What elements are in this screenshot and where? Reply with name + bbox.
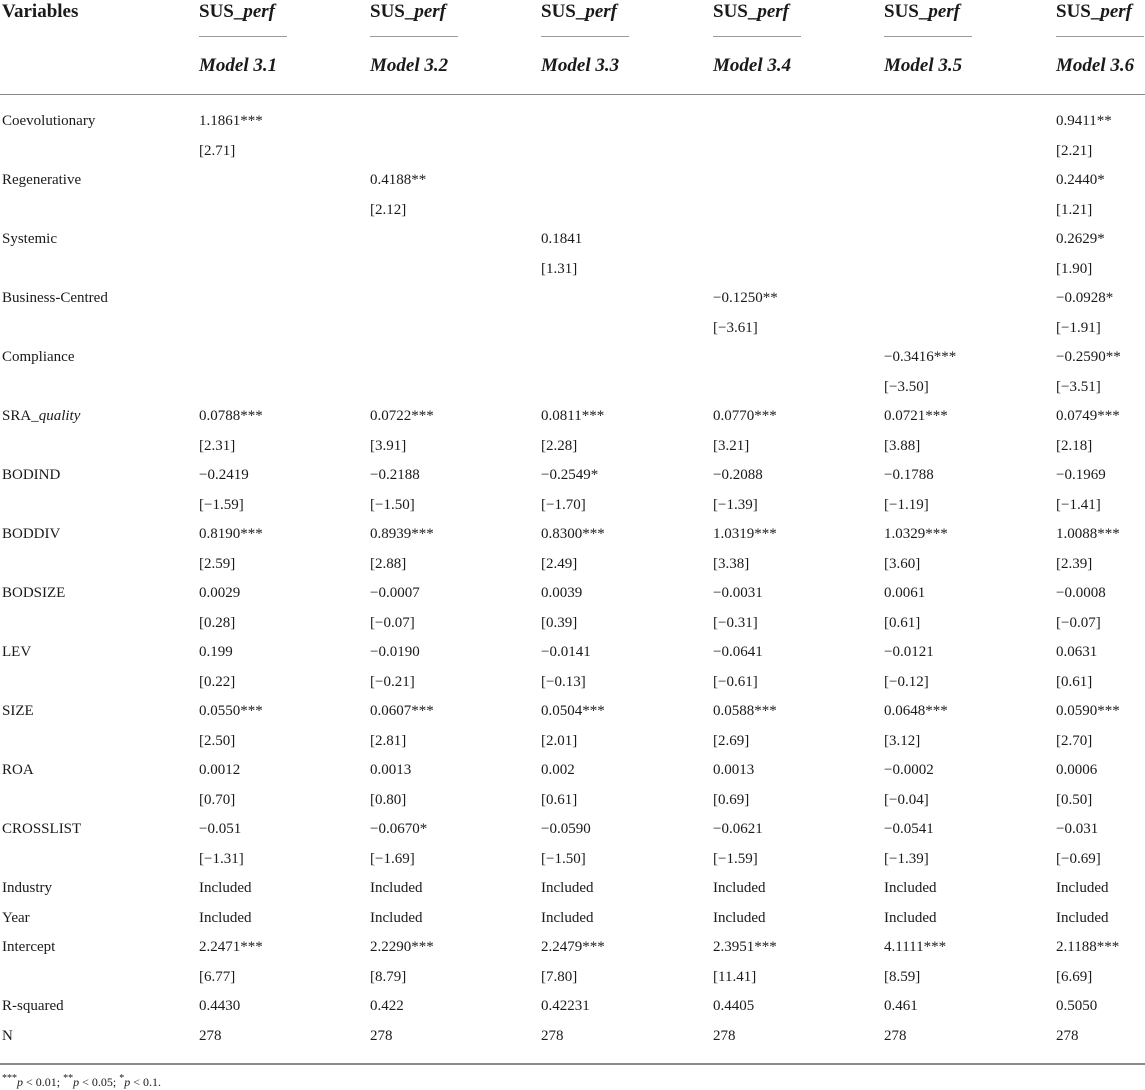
table-cell: 0.0061 bbox=[884, 585, 926, 601]
table-cell: [−1.69] bbox=[370, 850, 415, 867]
table-cell: [−0.04] bbox=[884, 791, 929, 808]
row-label: BODIND bbox=[2, 467, 61, 483]
model-heading-4: Model 3.4 bbox=[713, 55, 792, 76]
table-cell: [−1.59] bbox=[199, 496, 244, 513]
table-row bbox=[0, 461, 1145, 490]
row-label: Coevolutionary bbox=[2, 113, 96, 129]
table-row bbox=[0, 137, 1145, 166]
row-label: SRA_quality bbox=[2, 408, 81, 424]
table-cell: Included bbox=[884, 909, 937, 926]
table-cell: −0.0190 bbox=[370, 644, 420, 660]
table-cell: [11.41] bbox=[713, 968, 757, 985]
table-cell: Included bbox=[199, 909, 252, 926]
dependent-variable-6: SUS_perf bbox=[1056, 1, 1133, 22]
model-heading-1: Model 3.1 bbox=[199, 55, 278, 76]
table-cell: −0.3416*** bbox=[884, 349, 957, 365]
model-heading-2: Model 3.2 bbox=[370, 55, 449, 76]
table-cell: 278 bbox=[713, 1027, 736, 1044]
table-cell: Included bbox=[884, 880, 937, 896]
header-rule bbox=[0, 94, 1145, 95]
table-cell: [−1.19] bbox=[884, 496, 929, 513]
header-dependent-row bbox=[0, 0, 1145, 28]
row-label: Regenerative bbox=[2, 172, 82, 188]
table-cell: [−3.51] bbox=[1056, 378, 1101, 395]
table-cell: 0.0721*** bbox=[884, 408, 948, 424]
table-cell: 0.0749*** bbox=[1056, 408, 1120, 424]
table-row bbox=[0, 1022, 1145, 1051]
table-cell: 0.1841 bbox=[541, 231, 583, 247]
table-cell: −0.2088 bbox=[713, 467, 763, 483]
table-cell: 278 bbox=[1056, 1027, 1079, 1044]
dependent-variable-2: SUS_perf bbox=[370, 1, 447, 22]
table-row bbox=[0, 284, 1145, 313]
row-label: Systemic bbox=[2, 231, 57, 247]
row-label: ROA bbox=[2, 762, 34, 778]
table-cell: 0.0631 bbox=[1056, 644, 1098, 660]
model-heading-3: Model 3.3 bbox=[541, 55, 620, 76]
table-cell: 0.0550*** bbox=[199, 703, 263, 719]
table-cell: 0.8300*** bbox=[541, 526, 605, 542]
table-row bbox=[0, 638, 1145, 667]
dependent-variable-5: SUS_perf bbox=[884, 1, 961, 22]
table-cell: 0.8190*** bbox=[199, 526, 263, 542]
table-cell: −0.1969 bbox=[1056, 467, 1106, 483]
table-cell: 0.002 bbox=[541, 762, 575, 778]
table-cell: 0.0039 bbox=[541, 585, 583, 601]
table-cell: [0.61] bbox=[1056, 673, 1093, 690]
table-cell: [2.49] bbox=[541, 555, 578, 572]
table-cell: [3.12] bbox=[884, 732, 921, 749]
table-row bbox=[0, 874, 1145, 903]
table-cell: 1.0088*** bbox=[1056, 526, 1120, 542]
table-row bbox=[0, 520, 1145, 549]
table-cell: 2.1188*** bbox=[1056, 939, 1120, 955]
table-cell: Included bbox=[199, 880, 252, 896]
table-cell: 4.1111*** bbox=[884, 939, 947, 955]
table-row bbox=[0, 756, 1145, 785]
model-heading-5: Model 3.5 bbox=[884, 55, 963, 76]
table-row bbox=[0, 373, 1145, 402]
table-cell: [0.28] bbox=[199, 614, 236, 631]
table-cell: −0.1250** bbox=[713, 290, 778, 306]
row-label: Compliance bbox=[2, 349, 75, 365]
table-cell: 2.2471*** bbox=[199, 939, 263, 955]
table-cell: [−0.21] bbox=[370, 673, 415, 690]
table-cell: [2.70] bbox=[1056, 732, 1093, 749]
table-cell: −0.0670* bbox=[370, 821, 428, 837]
table-cell: 1.0329*** bbox=[884, 526, 948, 542]
table-cell: 0.4405 bbox=[713, 998, 755, 1014]
table-cell: 1.0319*** bbox=[713, 526, 777, 542]
table-cell: [2.01] bbox=[541, 732, 578, 749]
table-cell: [−1.59] bbox=[713, 850, 758, 867]
table-cell: −0.2549* bbox=[541, 467, 599, 483]
table-cell: [2.21] bbox=[1056, 142, 1093, 159]
header-underline bbox=[541, 36, 629, 37]
table-cell: −0.0928* bbox=[1056, 290, 1114, 306]
table-cell: 0.2440* bbox=[1056, 172, 1105, 188]
table-cell: 0.8939*** bbox=[370, 526, 434, 542]
table-cell: 0.422 bbox=[370, 998, 404, 1014]
table-cell: 0.0811*** bbox=[541, 408, 605, 424]
table-cell: 2.2479*** bbox=[541, 939, 605, 955]
significance-footnote: ***p < 0.01; **p < 0.05; *p < 0.1. bbox=[2, 1073, 161, 1089]
table-row bbox=[0, 550, 1145, 579]
table-cell: [−1.39] bbox=[713, 496, 758, 513]
table-cell: [−1.41] bbox=[1056, 496, 1101, 513]
model-heading-6: Model 3.6 bbox=[1056, 55, 1135, 76]
table-cell: [2.12] bbox=[370, 201, 407, 218]
table-cell: 0.0006 bbox=[1056, 762, 1098, 778]
table-cell: 2.3951*** bbox=[713, 939, 777, 955]
table-cell: [7.80] bbox=[541, 968, 578, 985]
header-underline bbox=[199, 36, 287, 37]
table-cell: [2.18] bbox=[1056, 437, 1093, 454]
table-cell: [−0.69] bbox=[1056, 850, 1101, 867]
table-cell: [2.69] bbox=[713, 732, 750, 749]
table-cell: −0.1788 bbox=[884, 467, 934, 483]
row-label: SIZE bbox=[2, 703, 34, 719]
table-cell: −0.0002 bbox=[884, 762, 934, 778]
dependent-variable-3: SUS_perf bbox=[541, 1, 618, 22]
table-cell: 0.0788*** bbox=[199, 408, 263, 424]
table-cell: [−0.12] bbox=[884, 673, 929, 690]
table-cell: 0.0013 bbox=[713, 762, 755, 778]
table-cell: [1.21] bbox=[1056, 201, 1093, 218]
table-cell: [0.50] bbox=[1056, 791, 1093, 808]
table-cell: [3.60] bbox=[884, 555, 921, 572]
table-cell: [−0.07] bbox=[1056, 614, 1101, 631]
table-cell: [−0.61] bbox=[713, 673, 758, 690]
table-cell: 0.0029 bbox=[199, 585, 241, 601]
table-cell: Included bbox=[713, 909, 766, 926]
table-cell: −0.0121 bbox=[884, 644, 934, 660]
table-cell: [0.80] bbox=[370, 791, 407, 808]
table-row bbox=[0, 314, 1145, 343]
table-cell: [−0.31] bbox=[713, 614, 758, 631]
table-cell: [3.88] bbox=[884, 437, 921, 454]
table-row bbox=[0, 668, 1145, 697]
table-row bbox=[0, 933, 1145, 962]
dependent-variable-4: SUS_perf bbox=[713, 1, 790, 22]
row-label: Intercept bbox=[2, 939, 56, 955]
header-underline bbox=[1056, 36, 1144, 37]
table-cell: [6.69] bbox=[1056, 968, 1093, 985]
table-cell: Included bbox=[370, 880, 423, 896]
table-cell: 0.0722*** bbox=[370, 408, 434, 424]
table-cell: [−1.39] bbox=[884, 850, 929, 867]
table-cell: −0.0141 bbox=[541, 644, 591, 660]
table-cell: [2.39] bbox=[1056, 555, 1093, 572]
table-row bbox=[0, 845, 1145, 874]
table-cell: 0.0607*** bbox=[370, 703, 434, 719]
row-label: R-squared bbox=[2, 998, 64, 1014]
table-cell: [−0.13] bbox=[541, 673, 586, 690]
table-row bbox=[0, 786, 1145, 815]
table-cell: −0.051 bbox=[199, 821, 242, 837]
table-cell: −0.0621 bbox=[713, 821, 763, 837]
table-cell: [−3.61] bbox=[713, 319, 758, 336]
table-row bbox=[0, 107, 1145, 136]
table-cell: Included bbox=[370, 909, 423, 926]
bottom-rule bbox=[0, 1063, 1145, 1065]
table-cell: [2.59] bbox=[199, 555, 236, 572]
table-row bbox=[0, 992, 1145, 1021]
table-cell: [0.22] bbox=[199, 673, 236, 690]
table-cell: [0.70] bbox=[199, 791, 236, 808]
table-cell: [2.31] bbox=[199, 437, 236, 454]
header-underline bbox=[370, 36, 458, 37]
table-cell: [1.31] bbox=[541, 260, 578, 277]
table-row bbox=[0, 166, 1145, 195]
table-cell: 0.0013 bbox=[370, 762, 412, 778]
table-cell: [6.77] bbox=[199, 968, 236, 985]
table-cell: 0.4430 bbox=[199, 998, 241, 1014]
table-cell: [2.88] bbox=[370, 555, 407, 572]
table-cell: −0.0031 bbox=[713, 585, 763, 601]
table-cell: 0.461 bbox=[884, 998, 918, 1014]
table-row bbox=[0, 491, 1145, 520]
table-cell: −0.2419 bbox=[199, 467, 249, 483]
table-cell: [3.91] bbox=[370, 437, 407, 454]
table-row bbox=[0, 432, 1145, 461]
table-cell: [2.28] bbox=[541, 437, 578, 454]
header-underline bbox=[713, 36, 801, 37]
dependent-variable-1: SUS_perf bbox=[199, 1, 276, 22]
table-row bbox=[0, 609, 1145, 638]
row-label: N bbox=[2, 1027, 13, 1044]
table-row bbox=[0, 196, 1145, 225]
table-row bbox=[0, 579, 1145, 608]
table-cell: 0.0648*** bbox=[884, 703, 948, 719]
table-cell: Included bbox=[1056, 880, 1109, 896]
table-cell: 0.9411** bbox=[1056, 113, 1112, 129]
table-cell: 0.0590*** bbox=[1056, 703, 1120, 719]
table-row bbox=[0, 963, 1145, 992]
table-cell: 0.5050 bbox=[1056, 998, 1098, 1014]
table-cell: Included bbox=[713, 880, 766, 896]
row-label: Business-Centred bbox=[2, 290, 108, 306]
row-label: Year bbox=[2, 909, 30, 926]
table-cell: 278 bbox=[884, 1027, 907, 1044]
table-cell: Included bbox=[541, 880, 594, 896]
table-cell: [−1.70] bbox=[541, 496, 586, 513]
table-cell: 0.0012 bbox=[199, 762, 241, 778]
table-cell: [−1.50] bbox=[541, 850, 586, 867]
table-cell: [−1.50] bbox=[370, 496, 415, 513]
table-cell: −0.0008 bbox=[1056, 585, 1106, 601]
table-cell: −0.031 bbox=[1056, 821, 1099, 837]
table-cell: −0.0590 bbox=[541, 821, 591, 837]
table-cell: [0.61] bbox=[541, 791, 578, 808]
table-row bbox=[0, 904, 1145, 933]
table-cell: 0.0588*** bbox=[713, 703, 777, 719]
table-row bbox=[0, 815, 1145, 844]
variables-heading: Variables bbox=[2, 1, 79, 22]
table-cell: −0.0007 bbox=[370, 585, 420, 601]
table-cell: 278 bbox=[370, 1027, 393, 1044]
table-cell: Included bbox=[1056, 909, 1109, 926]
table-row bbox=[0, 343, 1145, 372]
table-row bbox=[0, 225, 1145, 254]
table-cell: 278 bbox=[541, 1027, 564, 1044]
table-cell: [−1.91] bbox=[1056, 319, 1101, 336]
table-cell: 0.2629* bbox=[1056, 231, 1105, 247]
table-cell: 0.0770*** bbox=[713, 408, 777, 424]
table-row bbox=[0, 697, 1145, 726]
table-cell: [8.59] bbox=[884, 968, 921, 985]
table-cell: [8.79] bbox=[370, 968, 407, 985]
table-cell: 0.199 bbox=[199, 644, 233, 660]
table-cell: 0.42231 bbox=[541, 998, 590, 1014]
table-cell: Included bbox=[541, 909, 594, 926]
table-cell: [0.39] bbox=[541, 614, 578, 631]
table-cell: −0.0541 bbox=[884, 821, 934, 837]
table-row bbox=[0, 727, 1145, 756]
table-cell: [2.81] bbox=[370, 732, 407, 749]
header-underline bbox=[884, 36, 972, 37]
table-cell: 0.0504*** bbox=[541, 703, 605, 719]
table-cell: [3.38] bbox=[713, 555, 750, 572]
table-cell: [2.71] bbox=[199, 142, 236, 159]
table-cell: [−1.31] bbox=[199, 850, 244, 867]
table-cell: [−0.07] bbox=[370, 614, 415, 631]
row-label: BODDIV bbox=[2, 526, 61, 542]
table-cell: 2.2290*** bbox=[370, 939, 434, 955]
row-label: Industry bbox=[2, 880, 52, 896]
table-cell: [−3.50] bbox=[884, 378, 929, 395]
table-cell: 278 bbox=[199, 1027, 222, 1044]
row-label: BODSIZE bbox=[2, 585, 66, 601]
table-cell: [3.21] bbox=[713, 437, 750, 454]
table-cell: 1.1861*** bbox=[199, 113, 263, 129]
table-cell: [2.50] bbox=[199, 732, 236, 749]
table-cell: [1.90] bbox=[1056, 260, 1093, 277]
table-row bbox=[0, 255, 1145, 284]
table-cell: −0.2188 bbox=[370, 467, 420, 483]
table-row bbox=[0, 402, 1145, 431]
table-cell: [0.61] bbox=[884, 614, 921, 631]
table-cell: −0.0641 bbox=[713, 644, 763, 660]
table-cell: −0.2590** bbox=[1056, 349, 1121, 365]
row-label: LEV bbox=[2, 644, 32, 660]
table-cell: 0.4188** bbox=[370, 172, 427, 188]
row-label: CROSSLIST bbox=[2, 821, 82, 837]
table-cell: [0.69] bbox=[713, 791, 750, 808]
header-model-row bbox=[0, 52, 1145, 80]
